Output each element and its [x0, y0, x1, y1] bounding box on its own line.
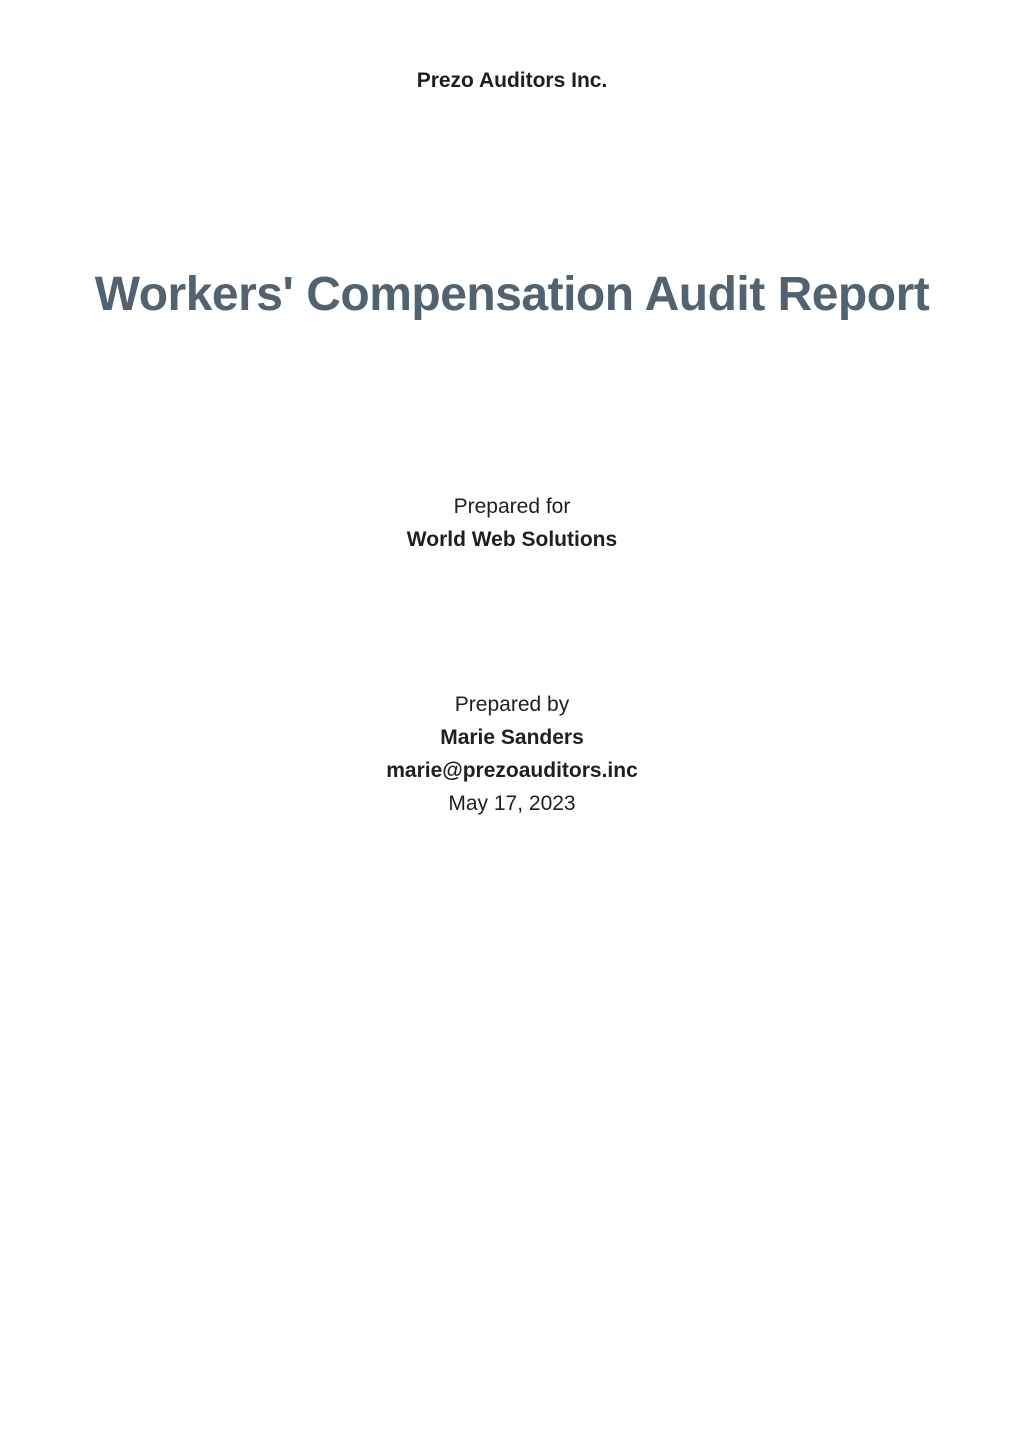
company-name: Prezo Auditors Inc.: [416, 69, 608, 92]
prepared-for-label: Prepared for: [453, 495, 571, 518]
author-name: Marie Sanders: [440, 726, 584, 749]
client-name: World Web Solutions: [406, 528, 618, 551]
prepared-by-label: Prepared by: [454, 693, 570, 716]
report-date: May 17, 2023: [448, 792, 576, 815]
author-email: marie@prezoauditors.inc: [386, 759, 638, 782]
report-title: Workers' Compensation Audit Report: [94, 268, 930, 321]
